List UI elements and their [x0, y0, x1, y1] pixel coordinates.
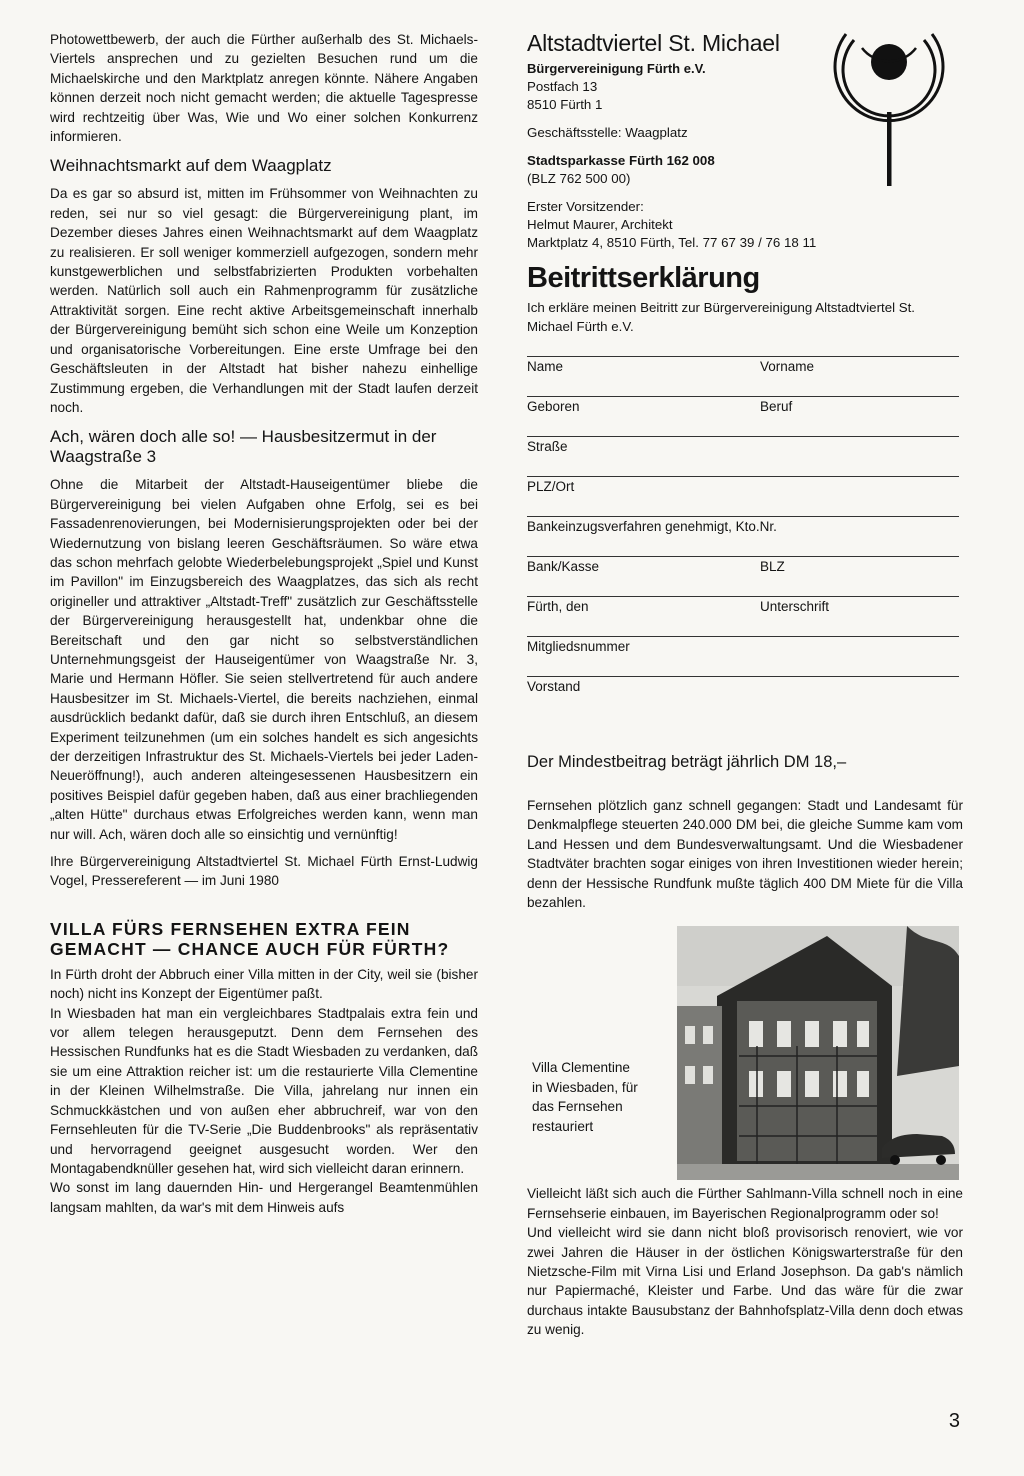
photo-caption: Villa Clementine in Wiesbaden, für das Fernsehen restauriert	[532, 1060, 638, 1134]
form-row-mitglied[interactable]	[527, 636, 959, 676]
chair-name: Helmut Maurer, Architekt	[527, 217, 673, 232]
bank-code: (BLZ 762 500 00)	[527, 171, 631, 186]
form-row-name[interactable]	[527, 356, 959, 396]
form-row-strasse[interactable]	[527, 436, 959, 476]
field-mitgliedsnummer: Mitgliedsnummer	[527, 639, 630, 654]
organization-logo	[832, 28, 947, 188]
form-row-bankeinzug[interactable]	[527, 516, 959, 556]
field-name: Name	[527, 359, 564, 374]
intro-paragraph: Photowettbewerb, der auch die Fürther außerhalb des St. Michaels-Viertels ansprechen und zu gezielten Besuchen rund um die Michaelskirche und den Marktplatz anregen könnte. Nähere Angaben können derzeit noch nicht gemacht werden; die aktuelle Tagespresse wird rechtzeitig über Was, Wie und Wo einer solchen Konkurrenz informieren.	[50, 32, 478, 145]
villa-paragraph-2: In Wiesbaden hat man ein vergleichbares Stadtpalais extra fein und vor allem telegen herausgeputzt. Denn dem Fernsehen des Hessischen Rundfunks hat es die Stadt Wiesbaden zu verdanken, daß sie um eine Attraktion reicher ist: um die restaurierte Villa Clementine in der Kleinen Wilhelmstraße. Die Villa, jahrelang nur innen ein Schmuckkästchen und von außen eher abbruchreif, war von den Fernsehleuten für die TV-Serie „Die Buddenbrooks" als repräsentativ und hervorragend geeignet ausgesucht worden. Wer den Montagabendknüller gesehen hat, wird sich vielleicht daran erinnern.	[50, 1005, 478, 1176]
field-bankeinzug: Bankeinzugsverfahren genehmigt, Kto.Nr.	[527, 519, 777, 534]
villa-paragraph-1: In Fürth droht der Abbruch einer Villa mitten in der City, weil sie (bisher noch) nicht ins Konzept der Eigentümer paßt.	[50, 966, 478, 1002]
form-row-vorstand[interactable]	[527, 676, 959, 716]
form-row-datum[interactable]	[527, 596, 959, 636]
postfach: Postfach 13	[527, 79, 598, 94]
renovierung-paragraph: Und vielleicht wird sie dann nicht bloß provisorisch renoviert, wie vor zwei Jahren die Häuser in der östlichen Königswarterstraße für den Nietzsche-Film mit Virna Lisi und Erland Josephson. Da gab's nämlich nur Papiermaché, Kleister und Farbe. Und das wäre für die zwar durchaus intakte Bausubstanz der Bahnhofsplatz-Villa denn doch etwas zu wenig.	[527, 1225, 963, 1338]
weihnachtsmarkt-paragraph: Da es gar so absurd ist, mitten im Frühsommer von Weihnachten zu reden, sei nur so viel gesagt: die Bürgervereinigung plant, im Dezember dieses Jahres einen Weihnachtsmarkt auf dem Waagplatz zu realisieren. Er soll weniger kommerziell aufgezogen, sondern mehr kunstgewerblichen und selbstfabrizierten Produkten vorbehalten werden. Natürlich soll auch ein Rahmenprogramm für zusätzliche Attraktivität sorgen. Eine recht aktive Arbeitsgemeinschaft innerhalb der Bürgervereinigung bemüht sich schon eine Weile um Konzeption und organisatorische Vorbereitungen. Eine erste Umfrage bei den Geschäftsleuten in der Altstadt hat bisher nahezu einhellige Zustimmung ergeben, die Verhandlungen mit der Stadt laufen derzeit noch.	[50, 186, 478, 415]
photo-block	[527, 926, 963, 1184]
office-address: Geschäftsstelle: Waagplatz	[527, 125, 688, 140]
membership-form-title: Beitrittserklärung	[527, 262, 760, 294]
heading-hausbesitzermut: Ach, wären doch alle so! — Hausbesitzermut in der Waagstraße 3	[50, 427, 437, 467]
field-geboren: Geboren	[527, 399, 580, 414]
field-bank-kasse: Bank/Kasse	[527, 559, 600, 574]
field-unterschrift: Unterschrift	[760, 599, 830, 614]
field-fuerth-den: Fürth, den	[527, 599, 589, 614]
minimum-fee: Der Mindestbeitrag beträgt jährlich DM 18,–	[527, 753, 847, 771]
bank-account: Stadtsparkasse Fürth 162 008	[527, 153, 715, 168]
chair-label: Erster Vorsitzender:	[527, 199, 644, 214]
membership-form	[527, 356, 959, 716]
organization-name: Altstadtviertel St. Michael	[527, 30, 780, 56]
hausbesitzermut-paragraph: Ohne die Mitarbeit der Altstadt-Hauseigentümer bliebe die Bürgervereinigung bei vielen Aufgaben ohne Erfolg, sei es bei Fassadenrenovierungen, bei Modernisierungsprojekten oder bei der Wiedernutzung von bislang leeren Geschäftsräumen. So wäre etwa das schon mehrfach gelobte Wiederbelebungsprojekt „Spiel und Kunst im Pavillon" im Einzugsbereich des Waagplatzes, das sich als recht origineller und attraktiver „Altstadt-Treff" zusätzlich zur Geschäftsstelle der Bürgervereinigung herausgestellt hat, undenkbar ohne die Bereitschaft und den gar nicht so selbstverständlichen Unternehmungsgeist der Hauseigentümer von Waagstraße Nr. 3, Marie und Hermann Höfler. Sie seien stellvertretend für auch andere Hausbesitzer im St. Michaels-Viertel, die bereits nachziehen, einmal ausdrücklich bedankt dafür, daß sie durch ihren Entschluß, an diesem Experiment teilzunehmen (um ein solches handelt es sich angesichts der derzeitigen Infrastruktur des St. Michaels-Viertels bei jeder Laden-Neueröffnung!), auch anderen alteingesessenen Hausbesitzern ein positives Beispiel dafür gegeben haben, daß aus einer brachliegenden „alten Hütte" durchaus etwas Erfolgreiches werden kann, wenn man nur will. Ach, wären doch alle so einsichtig und vernünftig!	[50, 477, 478, 842]
form-row-geboren[interactable]	[527, 396, 959, 436]
field-vorstand: Vorstand	[527, 679, 581, 694]
villa-photo	[677, 926, 959, 1180]
fernsehen-paragraph: Fernsehen plötzlich ganz schnell gegangen: Stadt und Landesamt für Denkmalpflege steuerten 240.000 DM bei, die gleiche Summe kam vom Land Hessen und dem Bundesverwaltungsamt. Und die Wiesbadener Stadtväter brachten sogar einiges von ihren Investitionen wieder herein; denn der Hessische Rundfunk mußte täglich 400 DM Miete für die Villa bezahlen.	[527, 798, 963, 911]
form-row-bank[interactable]	[527, 556, 959, 596]
chair-address: Marktplatz 4, 8510 Fürth, Tel. 77 67 39 / 76 18 11	[527, 235, 817, 250]
heading-villa: VILLA FÜRS FERNSEHEN EXTRA FEIN GEMACHT — CHANCE AUCH FÜR FÜRTH?	[50, 918, 450, 959]
form-row-plz[interactable]	[527, 476, 959, 516]
vielleicht-paragraph: Vielleicht läßt sich auch die Fürther Sahlmann-Villa schnell noch in eine Fernsehserie einbauen, im Bayerischen Regionalprogramm oder so!	[527, 1186, 963, 1221]
heading-weihnachtsmarkt: Weihnachtsmarkt auf dem Waagplatz	[50, 156, 332, 176]
right-column	[527, 30, 963, 1340]
page-number: 3	[948, 1410, 960, 1432]
field-strasse: Straße	[527, 439, 568, 454]
field-beruf: Beruf	[760, 399, 793, 414]
field-blz: BLZ	[760, 559, 785, 574]
field-vorname: Vorname	[760, 359, 815, 374]
organization-subtitle: Bürgervereinigung Fürth e.V.	[527, 61, 706, 76]
membership-declaration: Ich erkläre meinen Beitritt zur Bürgervereinigung Altstadtviertel St. Michael Fürth e.V.	[527, 300, 916, 334]
villa-paragraph-3: Wo sonst im lang dauernden Hin- und Hergerangel Beamtenmühlen langsam mahlten, da war's mit dem Hinweis aufs	[50, 1180, 478, 1215]
postal-city: 8510 Fürth 1	[527, 97, 603, 112]
field-plz-ort: PLZ/Ort	[527, 479, 575, 494]
left-column	[50, 30, 478, 1217]
signature: Ihre Bürgervereinigung Altstadtviertel St. Michael Fürth Ernst-Ludwig Vogel, Pressereferent — im Juni 1980	[50, 854, 478, 889]
